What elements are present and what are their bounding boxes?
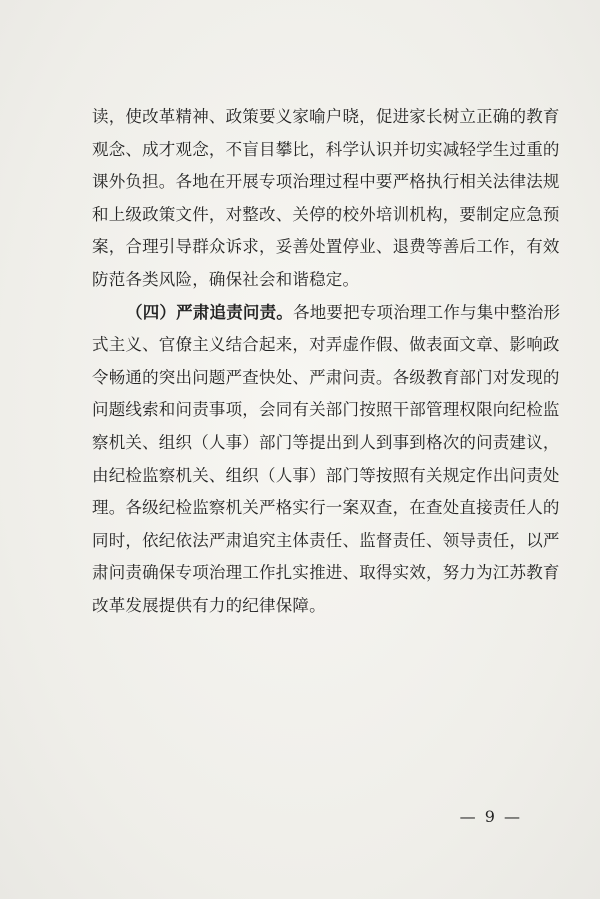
section-4-first-line-text: 各地要把专项治理工作与集中整治形 bbox=[293, 302, 561, 322]
paragraph-line: 理。各级纪检监察机关严格实行一案双查，在查处直接责任人的 bbox=[92, 498, 560, 518]
paragraph-line: 和上级政策文件，对整改、关停的校外培训机构，要制定应急预 bbox=[92, 204, 560, 224]
paragraph-line: 案，合理引导群众诉求，妥善处置停业、退费等善后工作，有效 bbox=[92, 237, 560, 257]
paragraph-line: 课外负担。各地在开展专项治理过程中要严格执行相关法律法规 bbox=[92, 172, 560, 192]
paragraph-line: 令畅通的突出问题严查快处、严肃问责。各级教育部门对发现的 bbox=[92, 367, 560, 387]
paragraph-line: 改革发展提供有力的纪律保障。 bbox=[92, 595, 326, 615]
paragraph-line: 问题线索和问责事项，会同有关部门按照干部管理权限向纪检监 bbox=[92, 400, 560, 420]
paragraph-line: 式主义、官僚主义结合起来，对弄虚作假、做表面文章、影响政 bbox=[92, 335, 560, 355]
paragraph-line: 肃问责确保专项治理工作扎实推进、取得实效，努力为江苏教育 bbox=[92, 563, 560, 583]
paragraph-line: 同时，依纪依法严肃追究主体责任、监督责任、领导责任，以严 bbox=[92, 530, 560, 550]
paragraph-line: 读，使改革精神、政策要义家喻户晓，促进家长树立正确的教育 bbox=[92, 107, 560, 126]
section-4-heading: （四）严肃追责问责。 bbox=[126, 302, 293, 322]
paragraph-line: 由纪检监察机关、组织（人事）部门等按照有关规定作出问责处 bbox=[92, 465, 560, 485]
paragraph-line: 防范各类风险，确保社会和谐稳定。 bbox=[92, 269, 360, 289]
body-text bbox=[92, 101, 561, 623]
page-number: — 9 — bbox=[459, 807, 522, 826]
section-4-first-line bbox=[92, 297, 561, 330]
paragraph-line: 察机关、组织（人事）部门等提出到人到事到格次的问责建议， bbox=[92, 432, 560, 452]
paragraph-line: 观念、成才观念，不盲目攀比，科学认识并切实减轻学生过重的 bbox=[92, 139, 560, 159]
